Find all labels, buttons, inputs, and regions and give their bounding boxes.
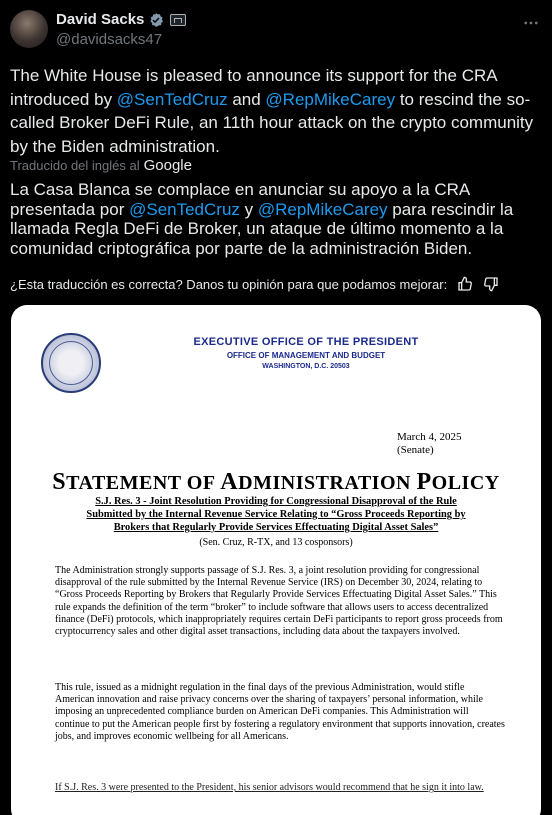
attached-document-image[interactable] (11, 305, 541, 815)
mention-link[interactable]: @RepMikeCarey (257, 199, 388, 219)
document-title (11, 469, 541, 496)
document-paragraph: This rule, issued as a midnight regulation in the final days of the previous Administration, would stifle American innovation and raise privacy concerns over the sharing of taxpayers’ personal information, while imposing an unprecedented compliance burden on American DeFi companies. This Administration will continue to put the American people first by fostering a regulatory environment that supports innovation, creates jobs, and improves economic wellbeing for all Americans. (55, 682, 505, 742)
display-name[interactable]: David Sacks (56, 11, 145, 28)
office-city: WASHINGTON, D.C. 20503 (262, 363, 350, 370)
translation-label-text: Traducido del inglés al (10, 158, 140, 173)
mention-link[interactable]: @RepMikeCarey (265, 89, 396, 109)
title-part: OLICY (431, 472, 500, 494)
more-icon[interactable] (522, 14, 540, 37)
document-paragraph: The Administration strongly supports passage of S.J. Res. 3, a joint resolution providing for congressional disapproval of the rule submitted by the Internal Revenue Service (IRS) on December 30, 2024, relating to “Gross Proceeds Reporting by Brokers that Regularly Provide Services Effectuating Digital Asset Sales.” This rule expands the definition of the term “broker” to include software that allows users to access decentralized finance (DeFi) protocols, which inappropriately requires certain DeFi participants to report gross proceeds from cryptocurrency sales and other digital asset transactions, including data about the taxpayers involved. (55, 565, 503, 638)
feedback-text: ¿Esta traducción es correcta? Danos tu opinión para que podamos mejorar: (10, 276, 448, 292)
sponsors: (Sen. Cruz, R-TX, and 13 cosponsors) (199, 537, 353, 548)
translation-text-part: La Casa Blanca se complace en anunciar su apoyo a la CRA presentada por (10, 180, 470, 219)
translation-feedback (10, 276, 499, 292)
sub-office: OFFICE OF MANAGEMENT AND BUDGET (226, 351, 386, 360)
title-part: TATEMENT OF (66, 472, 221, 494)
name-row (56, 11, 186, 28)
tweet-text-part: The White House is pleased to announce its support for the CRA introduced by (10, 66, 497, 109)
author-names (56, 11, 186, 48)
verified-badge-icon[interactable] (148, 12, 164, 28)
title-initial: P (416, 469, 432, 495)
chamber-text: (Senate) (397, 444, 434, 456)
thumbs-up-icon[interactable] (457, 276, 473, 292)
tweet-text (10, 64, 540, 158)
title-part: DMINISTRATION (238, 472, 417, 494)
tweet-text-part: to rescind the so-called Broker DeFi Rule, an 11th hour attack on the crypto community by the Biden administration. (10, 89, 534, 156)
google-logo[interactable]: Google (143, 157, 192, 174)
mention-link[interactable]: @SenTedCruz (116, 89, 228, 109)
translation-text-part: y (239, 199, 258, 219)
avatar[interactable] (10, 10, 48, 48)
handle[interactable]: @davidsacks47 (56, 31, 163, 48)
office-title: EXECUTIVE OFFICE OF THE PRESIDENT (193, 336, 419, 348)
tweet-header (10, 10, 540, 50)
government-badge-icon[interactable] (170, 14, 186, 26)
translation-label (10, 157, 192, 174)
mention-link[interactable]: @SenTedCruz (129, 199, 240, 219)
title-initial: S (52, 469, 67, 495)
document-letterhead (11, 336, 541, 370)
document-paragraph: If S.J. Res. 3 were presented to the President, his senior advisors would recommend that he sign it into law. (55, 782, 484, 793)
resolution-title: S.J. Res. 3 - Joint Resolution Providing for Congressional Disapproval of the Rule Submitted by the Internal Revenue Service Relating to “Gross Proceeds Reporting by Brokers that Regularly Provide Services Effectuating Digital Asset Sales” (86, 496, 466, 533)
translated-text (10, 180, 540, 258)
thumbs-down-icon[interactable] (483, 276, 499, 292)
translation-text-part: para rescindir la llamada Regla DeFi de Broker, un ataque de último momento a la comunidad criptográfica por parte de la administración Biden. (10, 199, 514, 258)
title-initial: A (220, 469, 239, 495)
tweet-text-part: and (227, 89, 266, 109)
date-text: March 4, 2025 (397, 431, 462, 443)
document-date (397, 431, 461, 457)
